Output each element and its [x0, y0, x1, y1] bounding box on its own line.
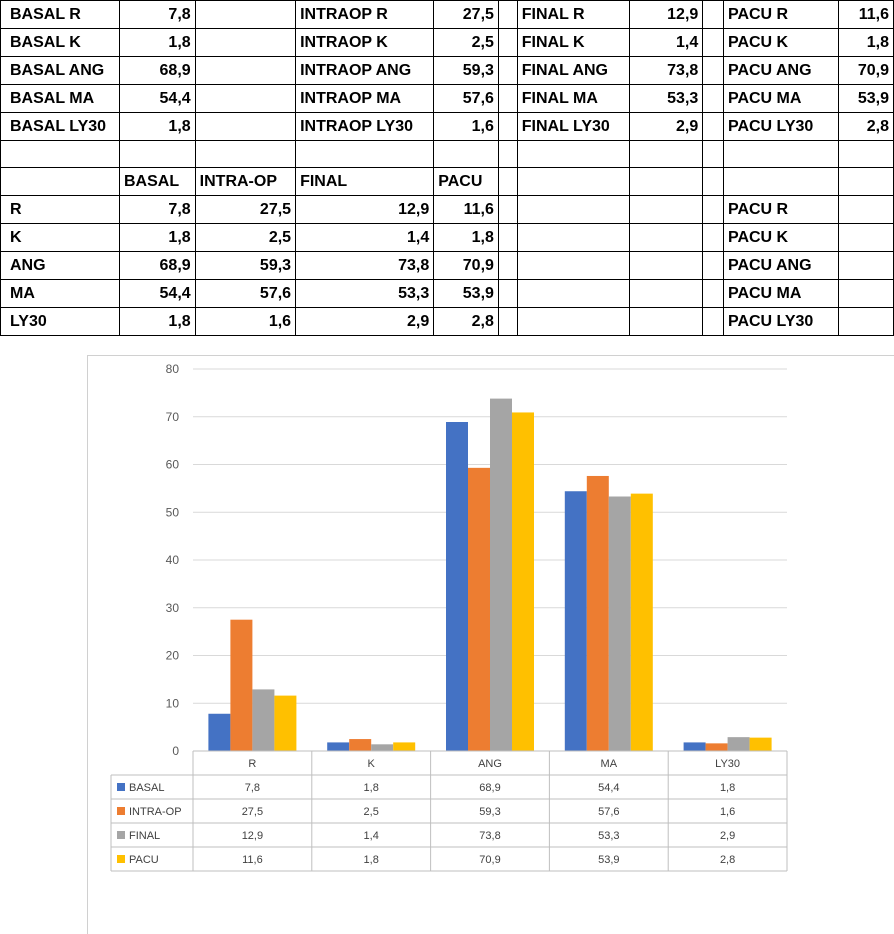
sheet-cell[interactable]: INTRAOP ANG: [296, 57, 434, 85]
sheet-cell[interactable]: FINAL R: [517, 1, 629, 29]
sheet-cell[interactable]: 53,3: [630, 85, 703, 113]
sheet-cell[interactable]: 59,3: [195, 252, 295, 280]
x-category-label: LY30: [715, 758, 741, 770]
sheet-cell[interactable]: 57,6: [195, 280, 295, 308]
y-tick-label: 70: [165, 409, 179, 424]
sheet-row: [1, 1, 894, 29]
sheet-cell[interactable]: [703, 196, 724, 224]
sheet-cell[interactable]: R: [1, 196, 120, 224]
sheet-cell[interactable]: 54,4: [119, 280, 195, 308]
sheet-row: [1, 280, 894, 308]
sheet-cell[interactable]: [630, 196, 703, 224]
sheet-cell[interactable]: [630, 308, 703, 336]
sheet-cell[interactable]: [703, 85, 724, 113]
sheet-cell[interactable]: INTRAOP R: [296, 1, 434, 29]
bar: [230, 620, 252, 751]
data-label: 12,9: [241, 830, 264, 842]
data-label: 11,6: [242, 854, 263, 866]
data-label: 2,9: [719, 830, 736, 842]
legend-swatch: [117, 783, 125, 791]
data-label: 1,4: [363, 830, 379, 842]
sheet-cell[interactable]: [703, 308, 724, 336]
sheet-cell[interactable]: [1, 168, 120, 196]
sheet-cell[interactable]: 2,5: [195, 224, 295, 252]
sheet-cell[interactable]: [838, 168, 893, 196]
sheet-row: [1, 308, 894, 336]
data-label: 2,5: [363, 806, 379, 818]
sheet-cell[interactable]: [498, 252, 517, 280]
sheet-cell[interactable]: 11,6: [434, 196, 499, 224]
sheet-cell[interactable]: 12,9: [296, 196, 434, 224]
sheet-cell[interactable]: BASAL R: [1, 1, 120, 29]
bar: [468, 468, 490, 751]
sheet-cell[interactable]: 2,9: [630, 113, 703, 141]
sheet-cell[interactable]: 73,8: [296, 252, 434, 280]
sheet-cell[interactable]: 2,8: [838, 113, 893, 141]
bar: [349, 739, 371, 751]
sheet-cell[interactable]: PACU K: [723, 29, 838, 57]
sheet-cell[interactable]: 68,9: [119, 57, 195, 85]
bar: [587, 476, 609, 751]
sheet-cell[interactable]: MA: [1, 280, 120, 308]
sheet-cell[interactable]: [517, 168, 629, 196]
bar: [565, 491, 587, 751]
sheet-cell[interactable]: FINAL: [296, 168, 434, 196]
sheet-cell[interactable]: PACU: [434, 168, 499, 196]
bar: [750, 738, 772, 751]
sheet-cell[interactable]: [498, 224, 517, 252]
sheet-cell[interactable]: BASAL ANG: [1, 57, 120, 85]
sheet-cell[interactable]: [498, 280, 517, 308]
bar: [706, 743, 728, 751]
data-label: 7,8: [244, 782, 261, 794]
sheet-cell[interactable]: 53,3: [296, 280, 434, 308]
sheet-cell[interactable]: [630, 141, 703, 168]
sheet-cell[interactable]: 1,8: [838, 29, 893, 57]
sheet-cell[interactable]: 1,8: [119, 29, 195, 57]
sheet-cell[interactable]: INTRAOP MA: [296, 85, 434, 113]
sheet-cell[interactable]: 27,5: [434, 1, 499, 29]
sheet-cell[interactable]: [195, 57, 295, 85]
bar: [208, 714, 230, 751]
sheet-cell[interactable]: [498, 57, 517, 85]
sheet-cell[interactable]: 70,9: [434, 252, 499, 280]
sheet-cell[interactable]: 27,5: [195, 196, 295, 224]
sheet-cell[interactable]: 1,6: [434, 113, 499, 141]
sheet-row: [1, 57, 894, 85]
sheet-cell[interactable]: 7,8: [119, 1, 195, 29]
sheet-cell[interactable]: [498, 29, 517, 57]
sheet-cell[interactable]: [498, 168, 517, 196]
y-tick-label: 30: [165, 600, 179, 615]
y-tick-label: 50: [165, 505, 179, 520]
data-label: 68,9: [479, 782, 501, 794]
sheet-cell[interactable]: PACU K: [723, 224, 838, 252]
sheet-cell[interactable]: [517, 308, 629, 336]
sheet-cell[interactable]: BASAL MA: [1, 85, 120, 113]
legend-swatch: [117, 855, 125, 863]
sheet-cell[interactable]: INTRAOP K: [296, 29, 434, 57]
bar: [490, 399, 512, 751]
sheet-cell[interactable]: 53,9: [838, 85, 893, 113]
sheet-cell[interactable]: [498, 113, 517, 141]
x-category-label: ANG: [478, 758, 502, 770]
sheet-cell[interactable]: [630, 168, 703, 196]
sheet-cell[interactable]: 1,8: [119, 113, 195, 141]
sheet-header-row: [1, 168, 894, 196]
sheet-cell[interactable]: 1,8: [119, 224, 195, 252]
sheet-cell[interactable]: PACU R: [723, 196, 838, 224]
sheet-cell[interactable]: [195, 1, 295, 29]
spreadsheet-grid: [0, 0, 894, 336]
sheet-cell[interactable]: [838, 224, 893, 252]
sheet-cell[interactable]: 2,9: [296, 308, 434, 336]
sheet-cell[interactable]: 1,8: [434, 224, 499, 252]
sheet-cell[interactable]: [723, 141, 838, 168]
sheet-row: [1, 85, 894, 113]
sheet-cell[interactable]: [498, 1, 517, 29]
x-category-label: MA: [600, 758, 618, 770]
sheet-cell[interactable]: [703, 252, 724, 280]
sheet-cell[interactable]: 1,4: [630, 29, 703, 57]
sheet-cell[interactable]: [517, 280, 629, 308]
legend-entry: FINAL: [129, 830, 161, 842]
bar: [252, 689, 274, 751]
sheet-cell[interactable]: INTRAOP LY30: [296, 113, 434, 141]
sheet-cell[interactable]: 1,6: [195, 308, 295, 336]
sheet-cell[interactable]: [838, 196, 893, 224]
sheet-cell[interactable]: LY30: [1, 308, 120, 336]
sheet-cell[interactable]: PACU ANG: [723, 57, 838, 85]
sheet-cell[interactable]: [498, 85, 517, 113]
bar: [631, 494, 653, 751]
sheet-cell[interactable]: FINAL MA: [517, 85, 629, 113]
x-category-label: K: [367, 758, 375, 770]
sheet-cell[interactable]: 59,3: [434, 57, 499, 85]
sheet-cell[interactable]: [703, 57, 724, 85]
sheet-cell[interactable]: 1,4: [296, 224, 434, 252]
sheet-cell[interactable]: 68,9: [119, 252, 195, 280]
sheet-cell[interactable]: 70,9: [838, 57, 893, 85]
y-tick-label: 80: [165, 362, 179, 376]
data-label: 59,3: [479, 806, 501, 818]
sheet-cell[interactable]: [703, 224, 724, 252]
y-tick-label: 60: [165, 457, 179, 472]
y-tick-label: 40: [165, 553, 179, 567]
sheet-cell[interactable]: [498, 141, 517, 168]
sheet-cell[interactable]: [195, 113, 295, 141]
data-label: 2,8: [719, 854, 736, 866]
data-label: 1,8: [363, 854, 379, 866]
sheet-cell[interactable]: [838, 141, 893, 168]
sheet-cell[interactable]: PACU MA: [723, 280, 838, 308]
data-label: 70,9: [479, 854, 501, 866]
sheet-cell[interactable]: [195, 141, 295, 168]
y-tick-label: 10: [165, 696, 179, 711]
sheet-cell[interactable]: 12,9: [630, 1, 703, 29]
data-label: 73,8: [479, 830, 501, 842]
legend-entry: BASAL: [129, 782, 165, 794]
sheet-cell[interactable]: PACU MA: [723, 85, 838, 113]
sheet-cell[interactable]: [703, 168, 724, 196]
data-label: 1,8: [719, 782, 736, 794]
bar: [684, 742, 706, 751]
sheet-cell[interactable]: [517, 224, 629, 252]
sheet-cell[interactable]: BASAL K: [1, 29, 120, 57]
sheet-cell[interactable]: [498, 196, 517, 224]
sheet-cell[interactable]: 2,8: [434, 308, 499, 336]
sheet-cell[interactable]: [1, 141, 120, 168]
bar: [512, 412, 534, 751]
sheet-cell[interactable]: FINAL ANG: [517, 57, 629, 85]
sheet-cell[interactable]: 11,6: [838, 1, 893, 29]
sheet-cell[interactable]: [195, 29, 295, 57]
bar: [371, 744, 393, 751]
sheet-cell[interactable]: 73,8: [630, 57, 703, 85]
data-label: 53,9: [598, 854, 620, 866]
y-tick-label: 0: [172, 744, 179, 758]
bar: [327, 742, 349, 751]
clustered-bar-chart: [87, 355, 894, 934]
sheet-cell[interactable]: [838, 280, 893, 308]
sheet-cell[interactable]: PACU ANG: [723, 252, 838, 280]
legend-entry: INTRA-OP: [129, 806, 182, 818]
data-label: 54,4: [598, 782, 620, 794]
sheet-cell[interactable]: [630, 224, 703, 252]
sheet-cell[interactable]: [517, 252, 629, 280]
sheet-cell[interactable]: [838, 308, 893, 336]
sheet-cell[interactable]: 2,5: [434, 29, 499, 57]
sheet-cell[interactable]: [703, 280, 724, 308]
sheet-cell[interactable]: [517, 141, 629, 168]
bar: [728, 737, 750, 751]
sheet-cell[interactable]: ANG: [1, 252, 120, 280]
sheet-cell[interactable]: [703, 1, 724, 29]
sheet-cell[interactable]: [723, 168, 838, 196]
sheet-cell[interactable]: FINAL K: [517, 29, 629, 57]
data-label: 1,8: [363, 782, 379, 794]
bar: [609, 496, 631, 751]
sheet-cell[interactable]: [630, 252, 703, 280]
sheet-cell[interactable]: 53,9: [434, 280, 499, 308]
sheet-cell[interactable]: [498, 308, 517, 336]
sheet-cell[interactable]: [838, 252, 893, 280]
sheet-cell[interactable]: 7,8: [119, 196, 195, 224]
sheet-row: [1, 252, 894, 280]
sheet-row: [1, 224, 894, 252]
sheet-cell[interactable]: [703, 141, 724, 168]
sheet-row: [1, 141, 894, 168]
sheet-cell[interactable]: [296, 141, 434, 168]
sheet-row: [1, 29, 894, 57]
sheet-cell[interactable]: BASAL: [119, 168, 195, 196]
data-label: 53,3: [598, 830, 620, 842]
sheet-cell[interactable]: 54,4: [119, 85, 195, 113]
sheet-row: [1, 113, 894, 141]
sheet-cell[interactable]: FINAL LY30: [517, 113, 629, 141]
sheet-cell[interactable]: PACU LY30: [723, 308, 838, 336]
legend-swatch: [117, 807, 125, 815]
sheet-cell[interactable]: 57,6: [434, 85, 499, 113]
sheet-cell[interactable]: 1,8: [119, 308, 195, 336]
sheet-cell[interactable]: [703, 113, 724, 141]
sheet-cell[interactable]: [195, 85, 295, 113]
sheet-cell[interactable]: [434, 141, 499, 168]
sheet-cell[interactable]: INTRA-OP: [195, 168, 295, 196]
data-label: 1,6: [719, 806, 736, 818]
bar: [393, 742, 415, 751]
bar: [446, 422, 468, 751]
sheet-cell[interactable]: BASAL LY30: [1, 113, 120, 141]
sheet-cell[interactable]: [517, 196, 629, 224]
bar: [274, 696, 296, 751]
sheet-cell[interactable]: PACU R: [723, 1, 838, 29]
y-tick-label: 20: [165, 648, 179, 663]
data-label: 57,6: [598, 806, 620, 818]
legend-swatch: [117, 831, 125, 839]
sheet-cell[interactable]: [119, 141, 195, 168]
sheet-cell[interactable]: [703, 29, 724, 57]
x-category-label: R: [248, 758, 257, 770]
legend-entry: PACU: [129, 854, 159, 866]
sheet-cell[interactable]: K: [1, 224, 120, 252]
sheet-row: [1, 196, 894, 224]
sheet-cell[interactable]: [630, 280, 703, 308]
data-label: 27,5: [241, 806, 264, 818]
sheet-cell[interactable]: PACU LY30: [723, 113, 838, 141]
